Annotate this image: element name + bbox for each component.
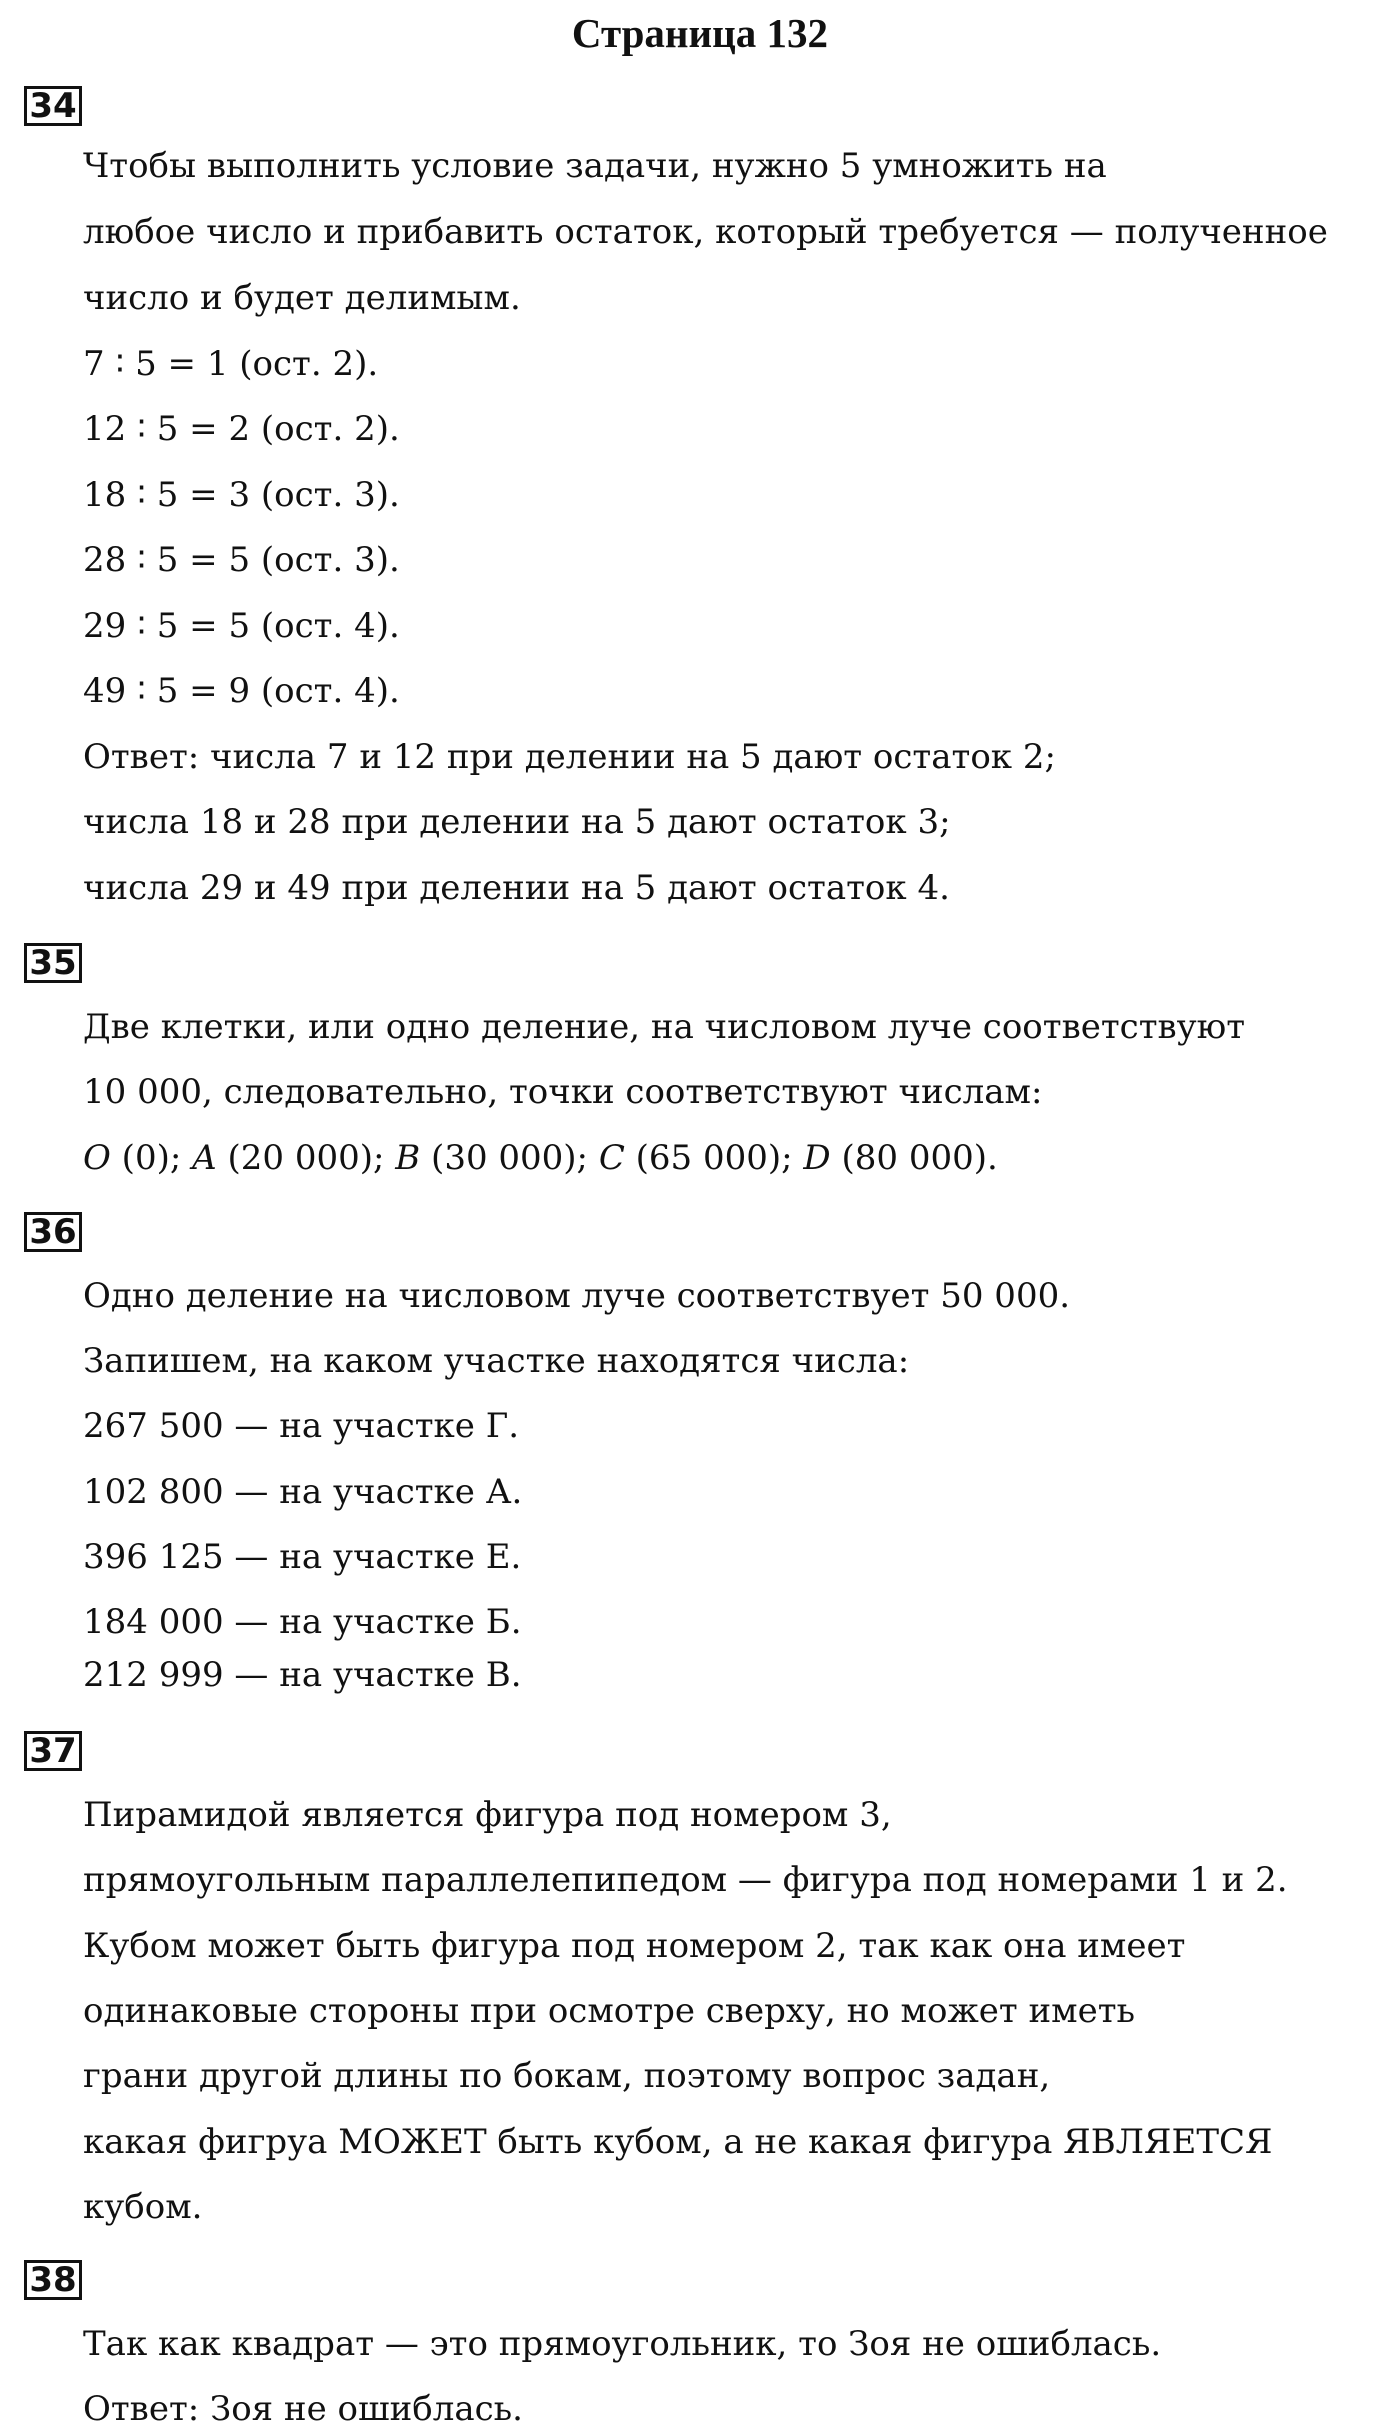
task-line: 102 800 — на участке А. [83,1472,523,1512]
task-line: Так как квадрат — это прямоугольник, то Зоя не ошиблась. [83,2324,1162,2364]
task-line: 212 999 — на участке В. [83,1655,522,1695]
task-number-box: 36 [24,1212,82,1252]
task-line: 10 000, следовательно, точки соответствуют числам: [83,1072,1043,1112]
task-line: 396 125 — на участке Е. [83,1537,522,1577]
task-line: числа 29 и 49 при делении на 5 дают остаток 4. [83,868,950,908]
task-number-box: 34 [24,86,82,126]
task-line: число и будет делимым. [83,278,521,318]
task-line: Запишем, на каком участке находятся числа: [83,1341,910,1381]
task-line: кубом. [83,2187,203,2227]
task-line: Пирамидой является фигура под номером 3, [83,1795,892,1835]
task-number-box: 35 [24,943,82,983]
task-line: Кубом может быть фигура под номером 2, так как она имеет [83,1926,1186,1966]
task-line: Одно деление на числовом луче соответствует 50 000. [83,1276,1071,1316]
task-line: 18 ∶ 5 = 3 (ост. 3). [83,475,400,515]
task-line: одинаковые стороны при осмотре сверху, но может иметь [83,1991,1136,2031]
task-line: Чтобы выполнить условие задачи, нужно 5 умножить на [83,146,1107,186]
task-line: 7 ∶ 5 = 1 (ост. 2). [83,344,379,384]
task-line: Две клетки, или одно деление, на числовом луче соответствуют [83,1007,1246,1047]
task-line: числа 18 и 28 при делении на 5 дают остаток 3; [83,802,951,842]
task-line: какая фигруа МОЖЕТ быть кубом, а не какая фигура ЯВЛЯЕТСЯ [83,2122,1273,2162]
task-line: Ответ: Зоя не ошиблась. [83,2389,523,2429]
task-line: любое число и прибавить остаток, который требуется — полученное [83,212,1328,252]
task-line: Ответ: числа 7 и 12 при делении на 5 дают остаток 2; [83,737,1056,777]
page-title: Страница 132 [571,10,829,56]
task-line: 28 ∶ 5 = 5 (ост. 3). [83,540,400,580]
task-line: 267 500 — на участке Г. [83,1406,520,1446]
task-number-box: 38 [24,2260,82,2300]
task-line: O (0); A (20 000); B (30 000); C (65 000); D (80 000). [83,1138,998,1178]
task-line: 29 ∶ 5 = 5 (ост. 4). [83,606,400,646]
task-number-box: 37 [24,1731,82,1771]
task-line: 184 000 — на участке Б. [83,1602,522,1642]
task-line: 49 ∶ 5 = 9 (ост. 4). [83,671,400,711]
task-line: прямоугольным параллелепипедом — фигура под номерами 1 и 2. [83,1860,1288,1900]
task-line: грани другой длины по бокам, поэтому вопрос задан, [83,2056,1051,2096]
task-line: 12 ∶ 5 = 2 (ост. 2). [83,409,400,449]
